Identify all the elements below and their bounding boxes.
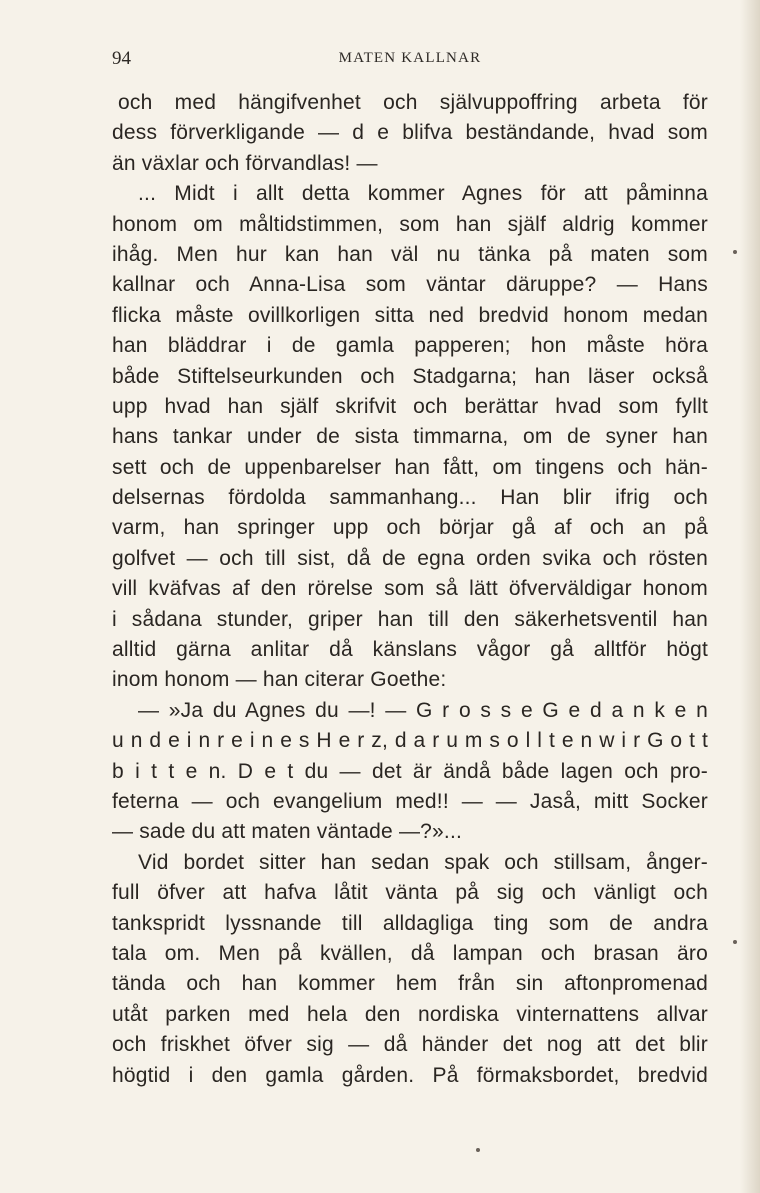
text-line: full öfver att hafva låtit vänta på sig och vänligt och (112, 881, 708, 905)
text-line: utåt parken med hela den nordiska vinternattens allvar (112, 1002, 708, 1026)
text-line: upp hvad han själf skrifvit och berättar hvad som fyllt (112, 394, 708, 418)
text-line: och friskhet öfver sig — då händer det nog att det blir (112, 1033, 708, 1057)
text-line: Vid bordet sitter han sedan spak och stillsam, ånger- (138, 850, 708, 874)
paper-speck (733, 250, 737, 254)
text-line: ... Midt i allt detta kommer Agnes för att påminna (138, 182, 708, 206)
text-line: högtid i den gamla gården. På förmaksbordet, bredvid (112, 1063, 708, 1087)
text-line: kallnar och Anna-Lisa som väntar däruppe? — Hans (112, 273, 708, 297)
page-edge-shadow (740, 0, 760, 1193)
text-line: än växlar och förvandlas! — (112, 151, 378, 175)
text-line: dess förverkligande — d e blifva beständande, hvad som (112, 121, 708, 145)
page-number: 94 (112, 48, 131, 69)
text-line: tända och han kommer hem från sin aftonpromenad (112, 972, 708, 996)
text-line: u n d e i n r e i n e s H e r z, d a r u m s o l l t e n w i r G o t t (112, 729, 708, 753)
text-line: och med hängifvenhet och självuppoffring arbeta för (118, 91, 708, 114)
text-line: inom honom — han citerar Goethe: (112, 668, 447, 692)
text-line: både Stiftelseurkunden och Stadgarna; han läser också (112, 364, 708, 388)
text-line: sett och de uppenbarelser han fått, om tingens och hän- (112, 455, 708, 479)
text-line: b i t t e n. D e t du — det är ändå både lagen och pro- (112, 759, 708, 783)
text-line: vill kväfvas af den rörelse som så lätt öfverväldigar honom (112, 577, 708, 601)
text-line: ihåg. Men hur kan han väl nu tänka på maten som (112, 242, 708, 266)
paper-speck (733, 940, 737, 944)
body-text (112, 88, 708, 1091)
text-line: alltid gärna anlitar då känslans vågor gå alltför högt (112, 638, 708, 662)
text-line: varm, han springer upp och börjar gå af och an på (112, 516, 708, 540)
text-line: feterna — och evangelium med!! — — Jaså, mitt Socker (112, 789, 708, 813)
page-header (112, 48, 708, 74)
text-line: flicka måste ovillkorligen sitta ned bredvid honom medan (112, 303, 708, 327)
text-line: — sade du att maten väntade —?»... (112, 820, 463, 844)
text-line: tankspridt lyssnande till alldagliga ting som de andra (112, 911, 708, 935)
text-line: honom om måltidstimmen, som han själf aldrig kommer (112, 212, 708, 236)
text-line: hans tankar under de sista timmarna, om de syner han (112, 425, 708, 449)
running-title: MATEN KALLNAR (338, 50, 482, 66)
paper-speck (476, 1148, 480, 1152)
text-line: han bläddrar i de gamla papperen; hon måste höra (112, 334, 708, 358)
text-line: — »Ja du Agnes du —! — G r o s s e G e d a n k e n (138, 698, 708, 722)
text-line: i sådana stunder, griper han till den säkerhetsventil han (112, 607, 708, 631)
text-line: tala om. Men på kvällen, då lampan och brasan äro (112, 941, 708, 965)
text-line: golfvet — och till sist, då de egna orden svika och rösten (112, 546, 708, 570)
text-line: delsernas fördolda sammanhang... Han blir ifrig och (112, 486, 708, 510)
